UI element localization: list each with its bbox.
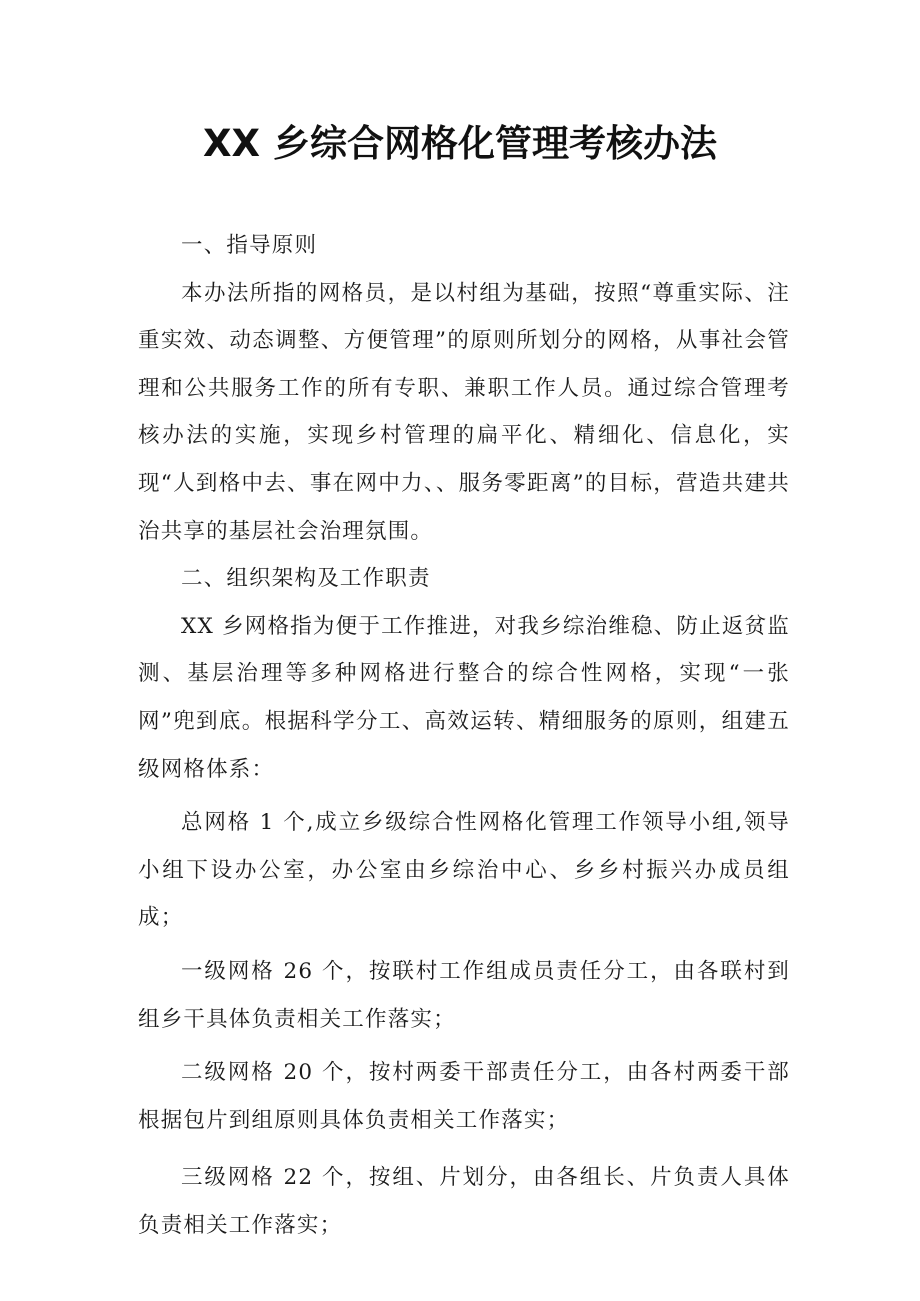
paragraph-level-one-grid: 一级网格 26 个，按联村工作组成员责任分工，由各联村到组乡干具体负责相关工作落实； [138, 958, 790, 1032]
paragraph-level-three-grid: 三级网格 22 个，按组、片划分，由各组长、片负责人具体负责相关工作落实； [138, 1165, 790, 1238]
paragraph-grid-definition: XX 乡网格指为便于工作推进，对我乡综治维稳、防止返贫监测、基层治理等多种网格进行整合的综合性网格，实现“一张网”兜到底。根据科学分工、高效运转、精细服务的原则，组建五级网格体系： [138, 613, 790, 782]
section-heading-organization: 二、组织架构及工作职责 [181, 566, 431, 592]
paragraph-guiding-principles: 本办法所指的网格员，是以村组为基础，按照“尊重实际、注重实效、动态调整、方便管理”的原则所划分的网格，从事社会管理和公共服务工作的所有专职、兼职工作人员。通过综合管理考核办法的实施，实现乡村管理的扁平化、精细化、信息化，实现“人到格中去、事在网中力、、服务零距离”的目标，营造共建共治共享的基层社会治理氛围。 [138, 280, 790, 544]
document-body [138, 222, 790, 1249]
section-heading-guiding-principles: 一、指导原则 [181, 233, 318, 258]
paragraph-level-two-grid: 二级网格 20 个，按村两委干部责任分工，由各村两委干部根据包片到组原则具体负责相关工作落实； [138, 1060, 790, 1133]
paragraph-general-grid: 总网格 1 个,成立乡级综合性网格化管理工作领导小组,领导小组下设办公室，办公室由乡综治中心、乡乡村振兴办成员组成； [138, 810, 790, 931]
document-title: XX 乡综合网格化管理考核办法 [203, 122, 717, 165]
